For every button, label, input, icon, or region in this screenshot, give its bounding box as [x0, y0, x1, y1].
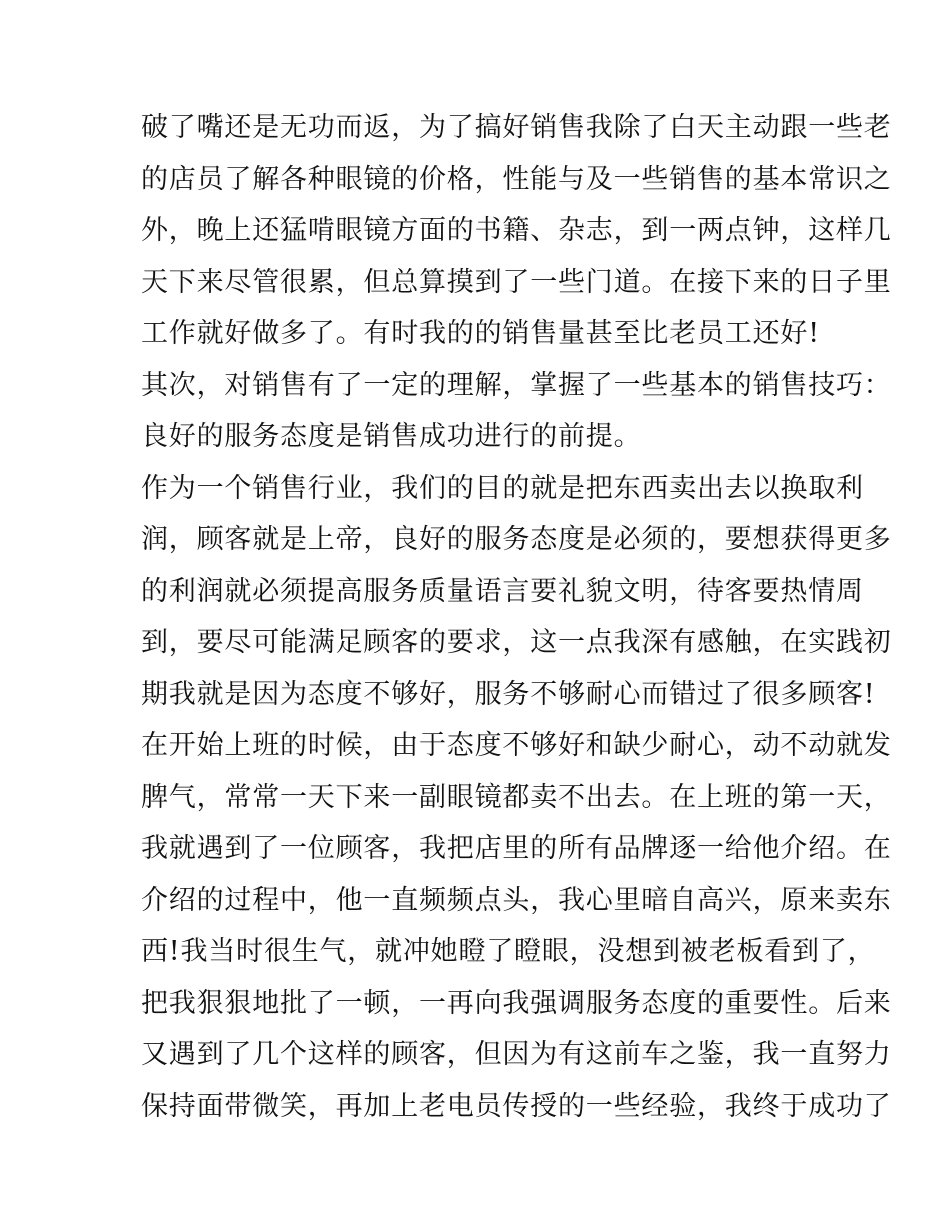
text-line: 在开始上班的时候，由于态度不够好和缺少耐心，动不动就发: [141, 730, 892, 761]
text-line: 润，顾客就是上帝，良好的服务态度是必须的，要想获得更多: [141, 524, 892, 555]
text-line: 把我狠狠地批了一顿，一再向我强调服务态度的重要性。后来: [141, 987, 892, 1019]
text-line: 破了嘴还是无功而返，为了搞好销售我除了白天主动跟一些老: [141, 112, 892, 143]
text-line: 介绍的过程中，他一直频频点头，我心里暗自高兴，原来卖东: [141, 884, 892, 916]
text-line: 西!我当时很生气，就冲她瞪了瞪眼，没想到被老板看到了，: [141, 936, 876, 967]
text-line: 良好的服务态度是销售成功进行的前提。: [141, 421, 642, 452]
text-line: 的店员了解各种眼镜的价格，性能与及一些销售的基本常识之: [141, 163, 892, 195]
text-line: 保持面带微笑，再加上老电员传授的一些经验，我终于成功了: [141, 1090, 892, 1122]
text-line: 脾气，常常一天下来一副眼镜都卖不出去。在上班的第一天，: [141, 781, 892, 813]
text-line: 其次，对销售有了一定的理解，掌握了一些基本的销售技巧：: [141, 369, 892, 401]
text-line: 到，要尽可能满足顾客的要求，这一点我深有感触，在实践初: [141, 627, 892, 658]
text-line: 工作就好做多了。有时我的的销售量甚至比老员工还好!: [141, 318, 820, 349]
text-line: 作为一个销售行业，我们的目的就是把东西卖出去以换取利: [141, 472, 864, 504]
text-line: 的利润就必须提高服务质量语言要礼貌文明，待客要热情周: [141, 575, 864, 607]
text-line: 我就遇到了一位顾客，我把店里的所有品牌逐一给他介绍。在: [141, 833, 892, 864]
text-line: 期我就是因为态度不够好，服务不够耐心而错过了很多顾客!: [141, 678, 876, 710]
text-line: 又遇到了几个这样的顾客，但因为有这前车之鉴，我一直努力: [141, 1039, 892, 1070]
body-text: [141, 106, 892, 1136]
text-line: 天下来尽管很累，但总算摸到了一些门道。在接下来的日子里: [141, 266, 892, 298]
text-line: 外，晚上还猛啃眼镜方面的书籍、杂志，到一两点钟，这样几: [141, 215, 892, 246]
